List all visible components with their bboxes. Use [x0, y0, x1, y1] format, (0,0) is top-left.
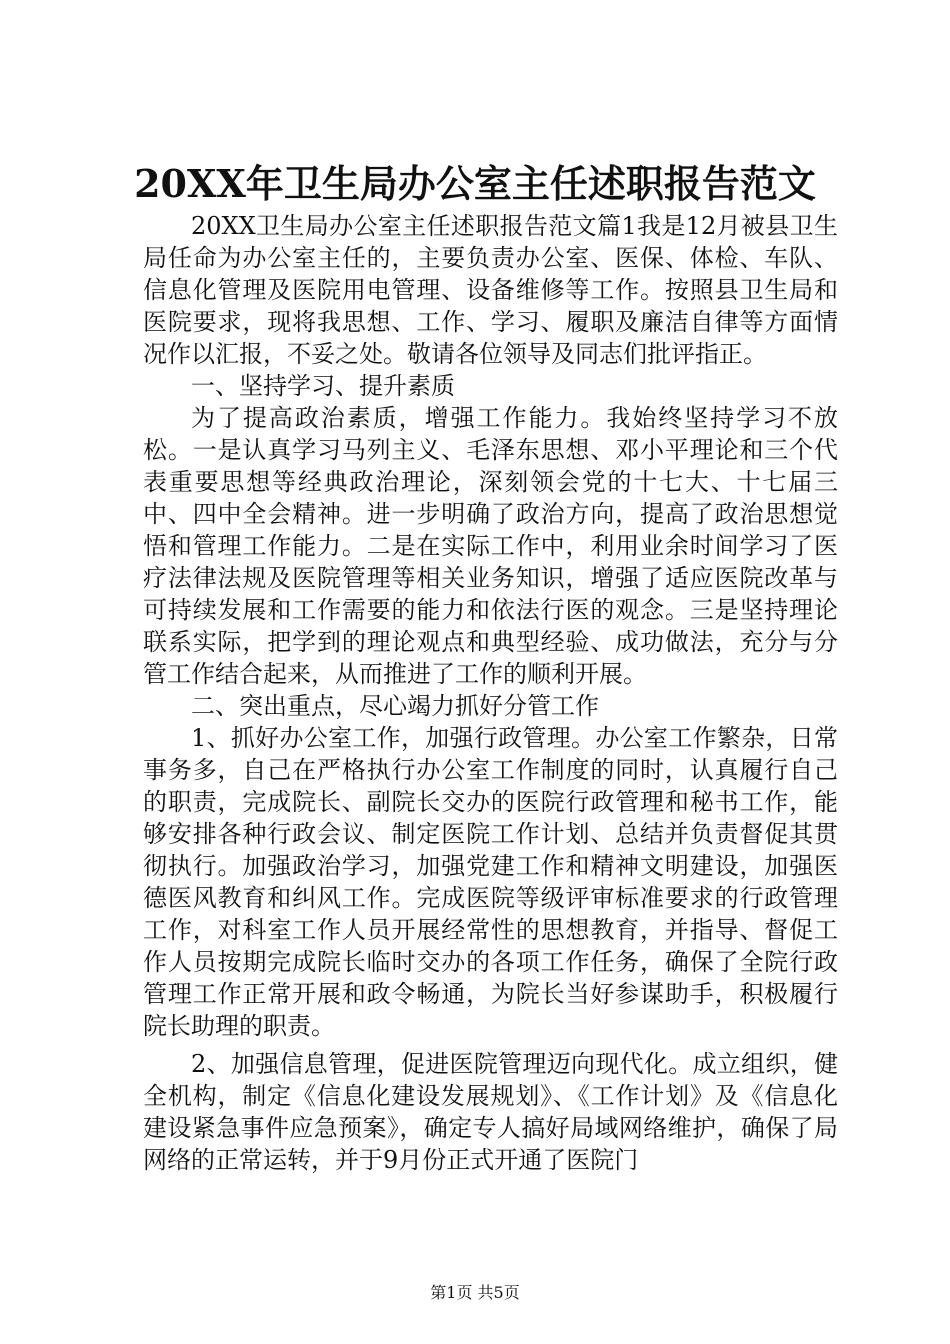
paragraph-office-work: 1、抓好办公室工作，加强行政管理。办公室工作繁杂，日常事务多，自己在严格执行办公室工作制度的同时，认真履行自己的职责，完成院长、副院长交办的医院行政管理和秘书工作，能够安排各种行政会议、制定医院工作计划、总结并负责督促其贯彻执行。加强政治学习，加强党建工作和精神文明建设，加强医德医风教育和纠风工作。完成医院等级评审标准要求的行政管理工作，对科室工作人员开展经常性的思想教育，并指导、督促工作人员按期完成院长临时交办的各项工作任务，确保了全院行政管理工作正常开展和政令畅通，为院长当好参谋助手，积极履行院长助理的职责。	[143, 724, 838, 1040]
paragraph-information-management: 2、加强信息管理，促进医院管理迈向现代化。成立组织，健全机构，制定《信息化建设发展规划》、《工作计划》及《信息化建设紧急事件应急预案》，确定专人搞好局域网络维护，确保了局网络的正常运转，并于9月份正式开通了医院门	[143, 1050, 838, 1174]
paragraph-study: 为了提高政治素质，增强工作能力。我始终坚持学习不放松。一是认真学习马列主义、毛泽东思想、邓小平理论和三个代表重要思想等经典政治理论，深刻领会党的十七大、十七届三中、四中全会精神。进一步明确了政治方向，提高了政治思想觉悟和管理工作能力。二是在实际工作中，利用业余时间学习了医疗法律法规及医院管理等相关业务知识，增强了适应医院改革与可持续发展和工作需要的能力和依法行医的观念。三是坚持理论联系实际，把学到的理论观点和典型经验、成功做法，充分与分管工作结合起来，从而推进了工作的顺利开展。	[143, 404, 838, 688]
heading-section-2: 二、突出重点，尽心竭力抓好分管工作	[191, 692, 599, 720]
paragraph-intro: 20XX卫生局办公室主任述职报告范文篇1我是12月被县卫生局任命为办公室主任的，主要负责办公室、医保、体检、车队、信息化管理及医院用电管理、设备维修等工作。按照县卫生局和医院要求，现将我思想、工作、学习、履职及廉洁自律等方面情况作以汇报，不妥之处。敬请各位领导及同志们批评指正。	[143, 212, 838, 368]
document-body	[143, 210, 838, 1176]
document-title: 20XX年卫生局办公室主任述职报告范文	[134, 161, 816, 206]
heading-section-1: 一、坚持学习、提升素质	[191, 372, 455, 400]
page-footer: 第1页 共5页	[430, 1283, 520, 1302]
